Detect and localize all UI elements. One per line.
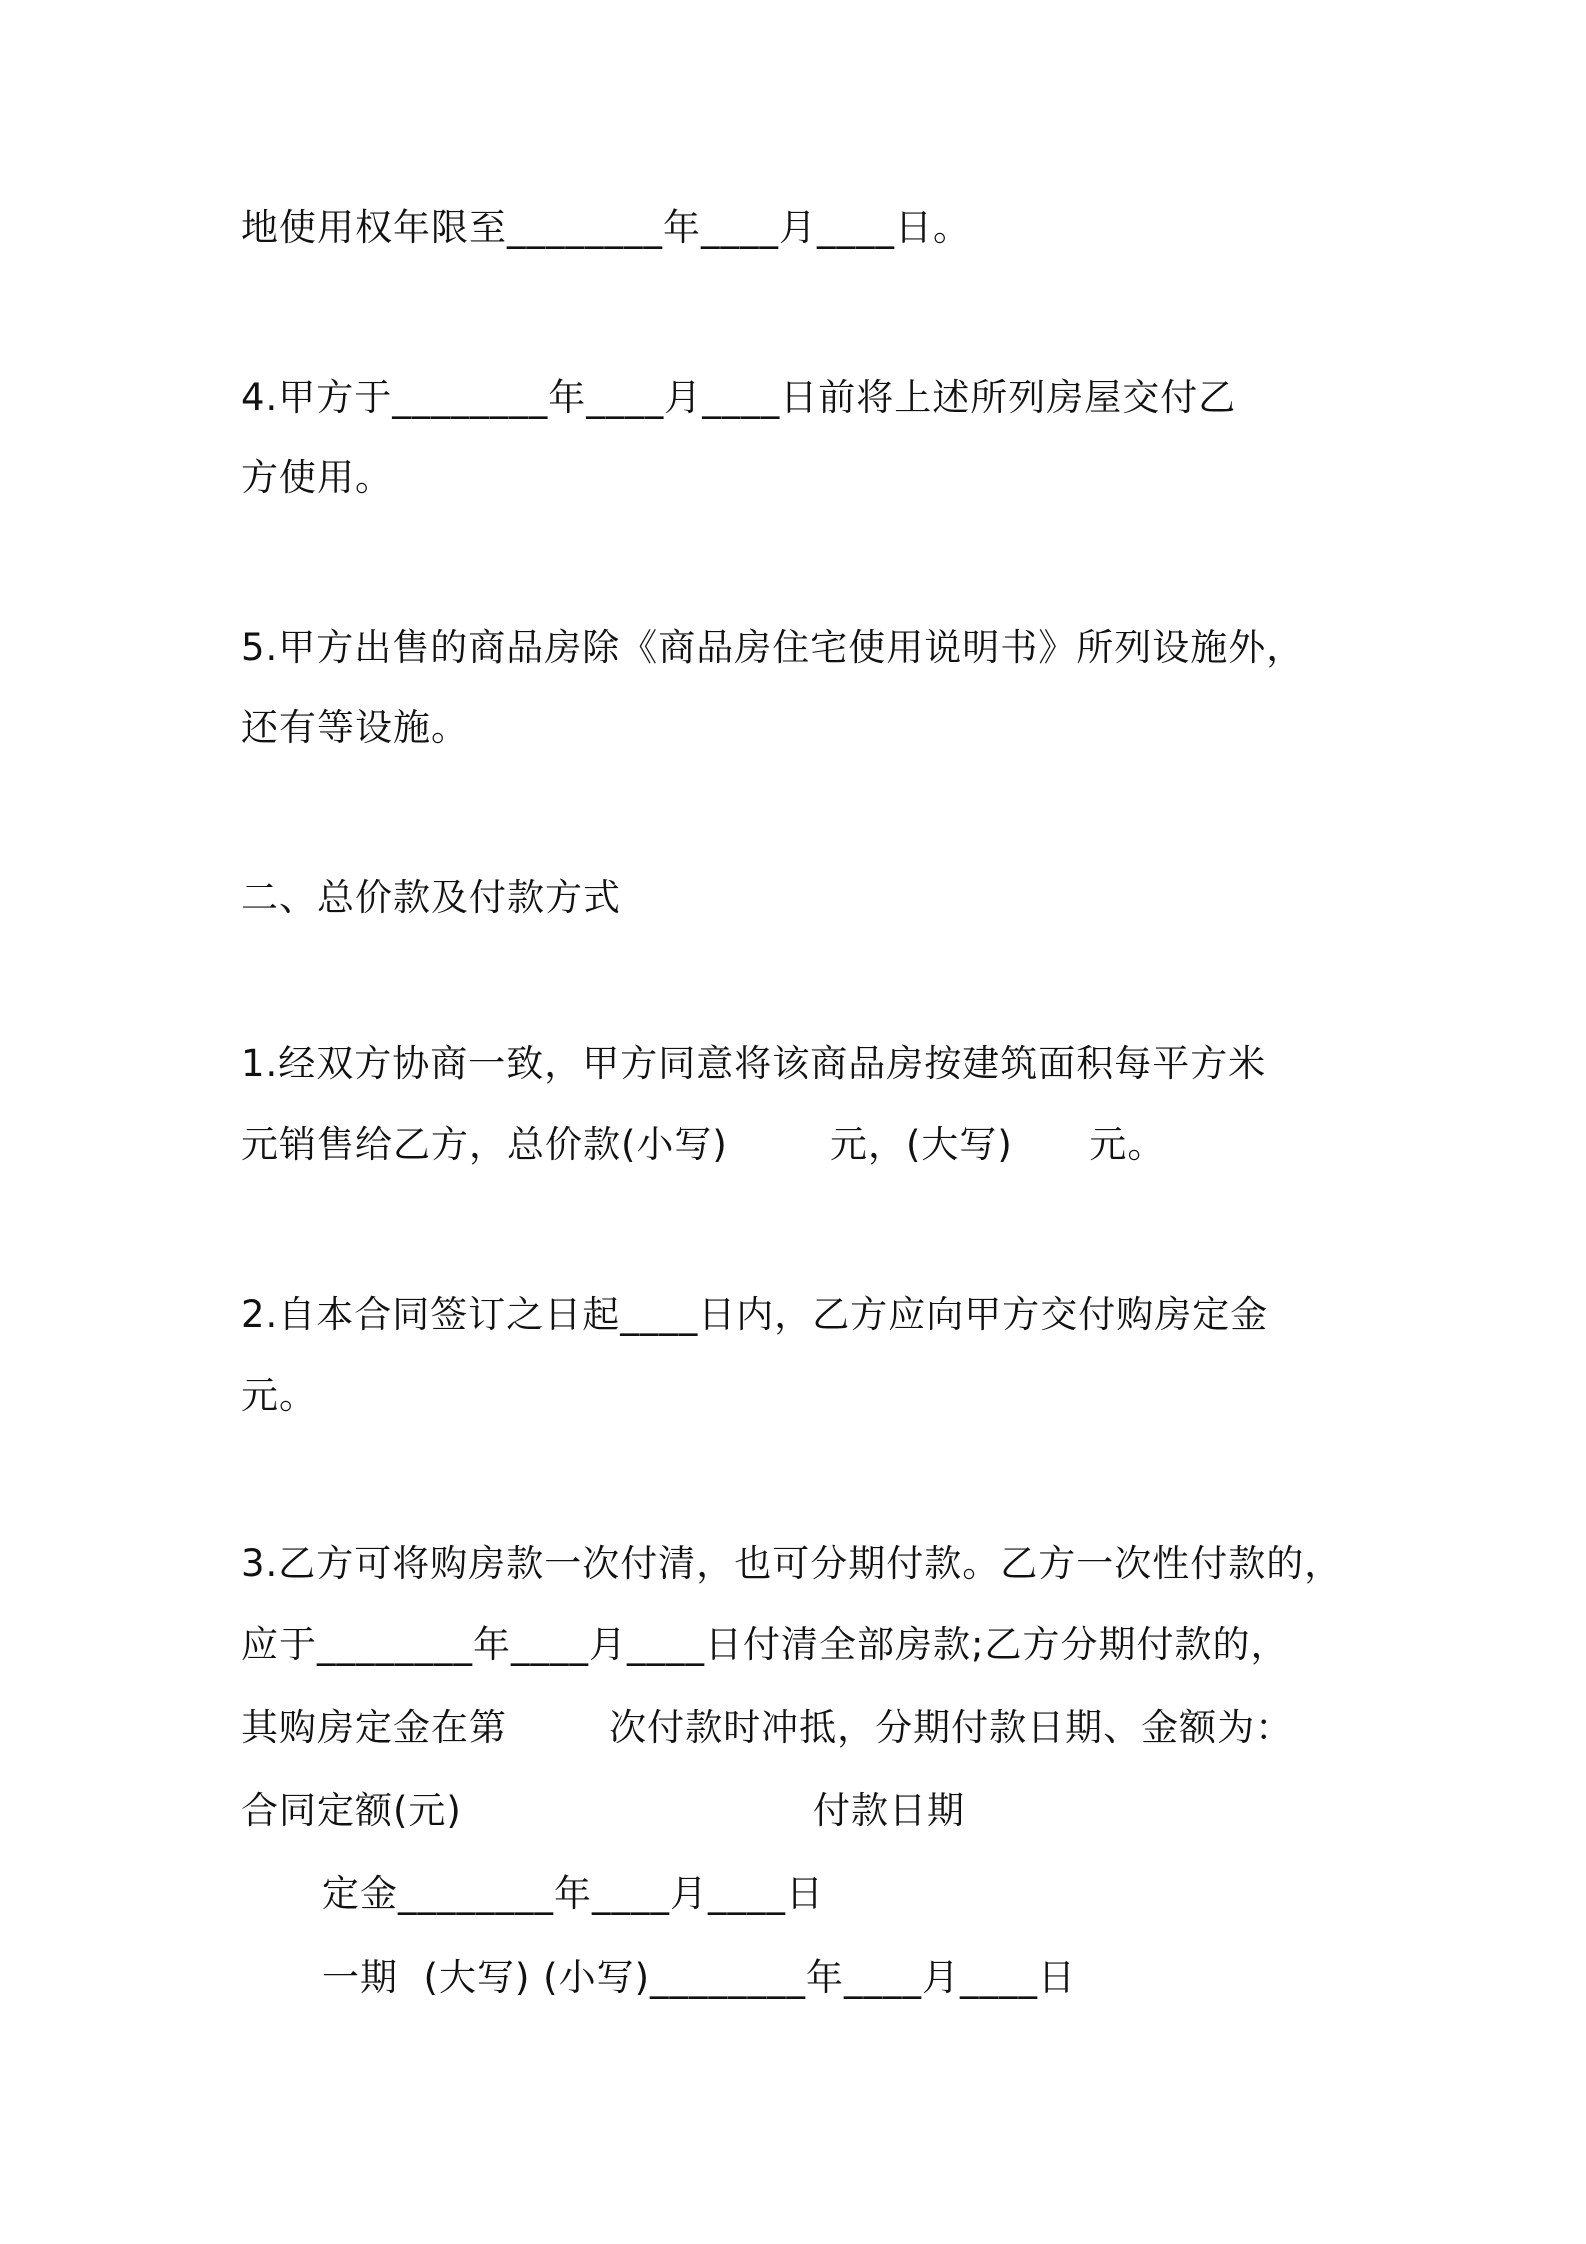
- section-2-item-3-line-3: 其购房定金在第 次付款时冲抵，分期付款日期、金额为：: [241, 1706, 1294, 1749]
- payment-row-installment-1: 一期 (大写) (小写)________年____月____日: [322, 1956, 1077, 1999]
- item-4-line-2: 方使用。: [241, 456, 393, 499]
- payment-row-deposit: 定金________年____月____日: [322, 1872, 824, 1915]
- payment-table-header-date: 付款日期: [813, 1789, 965, 1832]
- item-5-line-2: 还有等设施。: [241, 706, 469, 749]
- section-2-item-1-line-2: 元销售给乙方，总价款(小写) 元，(大写) 元。: [241, 1123, 1166, 1166]
- item-4-line-1: 4.甲方于________年____月____日前将上述所列房屋交付乙: [241, 376, 1237, 419]
- item-5-line-1: 5.甲方出售的商品房除《商品房住宅使用说明书》所列设施外，: [241, 626, 1305, 669]
- section-2-item-3-line-2: 应于________年____月____日付清全部房款;乙方分期付款的，: [241, 1623, 1289, 1666]
- section-2-item-2-line-2: 元。: [241, 1374, 317, 1417]
- land-use-term-line: 地使用权年限至________年____月____日。: [241, 206, 971, 249]
- section-2-item-1-line-1: 1.经双方协商一致，甲方同意将该商品房按建筑面积每平方米: [241, 1042, 1267, 1085]
- section-2-item-3-line-1: 3.乙方可将购房款一次付清，也可分期付款。乙方一次性付款的，: [241, 1542, 1343, 1585]
- section-2-item-2-line-1: 2.自本合同签订之日起____日内，乙方应向甲方交付购房定金: [241, 1293, 1269, 1336]
- payment-table-header-amount: 合同定额(元): [241, 1789, 462, 1832]
- section-2-heading: 二、总价款及付款方式: [241, 876, 621, 919]
